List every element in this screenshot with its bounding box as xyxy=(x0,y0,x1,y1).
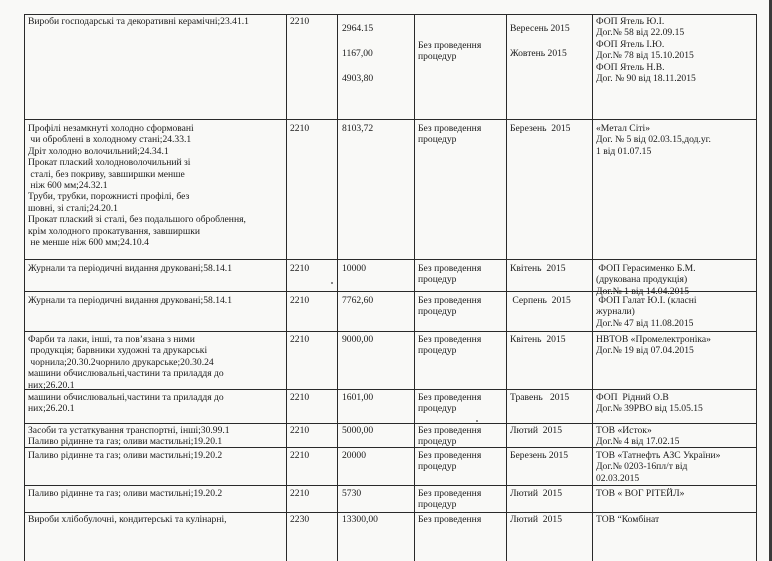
row-4-code: 2210 xyxy=(290,295,310,306)
row-9-code: 2210 xyxy=(290,488,310,499)
row-5-code: 2210 xyxy=(290,334,310,345)
scan-speck xyxy=(331,282,333,284)
row-divider xyxy=(24,14,756,15)
row-6-procedure: Без проведення процедур xyxy=(418,392,482,415)
row-1-code: 2210 xyxy=(290,16,310,27)
row-10-month: Лютий 2015 xyxy=(510,514,562,525)
row-2-supplier: «Метал Сіті» Дог. № 5 від 02.03.15,дод.уг. 1 від 01.07.15 xyxy=(596,123,711,157)
row-9-month: Лютий 2015 xyxy=(510,488,562,499)
scan-speck xyxy=(476,420,478,422)
row-3-procedure: Без проведення процедур xyxy=(418,263,482,286)
row-3-item: Журнали та періодичні видання друковані;58.14.1 xyxy=(28,263,233,274)
row-9-item: Паливо рідинне та газ; оливи мастильні;19.20.2 xyxy=(28,488,223,499)
row-divider xyxy=(24,512,756,513)
row-5-item: Фарби та лаки, інші, та пов’язана з ними продукція; барвники художні та друкарські чорнила;20.30.2чорнило друкарське;20.30.24 машини обчислювальні,частини та приладдя до них;26.20.1 xyxy=(28,334,224,391)
row-10-procedure: Без проведення xyxy=(418,514,482,525)
column-divider xyxy=(506,14,507,561)
row-5-sum: 9000,00 xyxy=(342,334,374,345)
row-8-month: Березень 2015 xyxy=(510,450,569,461)
row-1-procedure: Без проведення процедур xyxy=(418,40,482,63)
row-3-supplier: ФОП Герасименко Б.М. (друкована продукція) Дог.№ 1 від 14.04.2015 xyxy=(596,263,696,297)
row-divider xyxy=(24,485,756,486)
row-2-month: Березень 2015 xyxy=(510,123,571,134)
row-7-code: 2210 xyxy=(290,425,310,436)
row-8-sum: 20000 xyxy=(342,450,366,461)
row-divider xyxy=(24,259,756,260)
row-7-sum: 5000,00 xyxy=(342,425,374,436)
row-6-supplier: ФОП Рідний О.В Дог.№ 39РВО від 15.05.15 xyxy=(596,392,703,415)
row-divider xyxy=(24,119,756,120)
row-9-procedure: Без проведення процедур xyxy=(418,488,482,511)
table-border-left xyxy=(24,14,25,561)
row-7-procedure: Без проведення процедур xyxy=(418,425,482,448)
row-divider xyxy=(24,423,756,424)
column-divider xyxy=(592,14,593,561)
row-2-code: 2210 xyxy=(290,123,310,134)
row-1-supplier: ФОП Ятель Ю.І. Дог.№ 58 від 22.09.15 ФОП Ятель І.Ю. Дог.№ 78 від 15.10.2015 ФОП Ятель Н.В. Дог. № 90 від 18.11.2015 xyxy=(596,16,696,85)
row-10-sum: 13300,00 xyxy=(342,514,378,525)
row-9-sum: 5730 xyxy=(342,488,362,499)
row-7-supplier: ТОВ «Исток» Дог.№ 4 від 17.02.15 xyxy=(596,425,680,448)
row-1-item: Вироби господарські та декоративні керамічні;23.41.1 xyxy=(28,16,249,27)
row-7-month: Лютий 2015 xyxy=(510,425,562,436)
row-10-supplier: ТОВ “Комбінат xyxy=(596,514,660,525)
row-4-supplier: ФОП Галат Ю.І. (класні журнали) Дог.№ 47 від 11.08.2015 xyxy=(596,295,697,329)
row-4-month: Серпень 2015 xyxy=(510,295,571,306)
row-6-month: Травень 2015 xyxy=(510,392,570,403)
column-divider xyxy=(286,14,287,561)
row-5-supplier: НВТОВ «Промелектроніка» Дог.№ 19 від 07.04.2015 xyxy=(596,334,711,357)
row-8-supplier: ТОВ «Татнефть АЗС України» Дог.№ 0203-16пл/т від 02.03.2015 xyxy=(596,450,721,484)
row-5-procedure: Без проведення процедур xyxy=(418,334,482,357)
row-6-sum: 1601,00 xyxy=(342,392,374,403)
row-2-sum: 8103,72 xyxy=(342,123,374,134)
row-10-item: Вироби хлібобулочні, кондитерські та кулінарні, xyxy=(28,514,227,525)
row-3-code: 2210 xyxy=(290,263,310,274)
row-9-supplier: ТОВ « ВОГ РІТЕЙЛ» xyxy=(596,488,685,499)
row-6-code: 2210 xyxy=(290,392,310,403)
row-10-code: 2230 xyxy=(290,514,310,525)
row-8-code: 2210 xyxy=(290,450,310,461)
column-divider xyxy=(414,14,415,561)
row-3-month: Квітень 2015 xyxy=(510,263,566,274)
row-2-item: Профілі незамкнуті холодно сформовані чи оброблені в холодному стані;24.33.1 Дріт холодно волочильний;24.34.1 Прокат плаский холодноволочильний зі сталі, без покриву, завширшки менше ніж 600 мм;24.32.1 Труби, трубки, порожнисті профілі, без шовні, зі сталі;24.20.1 Прокат плаский зі сталі, без подальшого оброблення, крім холодного прокатування, завширшки не менше ніж 600 мм;24.10.4 xyxy=(28,123,246,249)
row-3-sum: 10000 xyxy=(342,263,366,274)
row-divider xyxy=(24,331,756,332)
row-8-procedure: Без проведення процедур xyxy=(418,450,482,473)
column-divider xyxy=(337,14,338,561)
row-6-item: машини обчислювальні,частини та приладдя до них;26.20.1 xyxy=(28,392,224,415)
row-7-item: Засоби та устаткування транспортні, інші;30.99.1 Паливо рідинне та газ; оливи мастильні;19.20.1 xyxy=(28,425,230,448)
row-2-procedure: Без проведення процедур xyxy=(418,123,482,146)
row-1-sum: 2964.15 1167,00 4903,80 xyxy=(342,23,374,84)
row-5-month: Квітень 2015 xyxy=(510,334,566,345)
row-8-item: Паливо рідинне та газ; оливи мастильні;19.20.2 xyxy=(28,450,223,461)
row-4-sum: 7762,60 xyxy=(342,295,374,306)
row-4-procedure: Без проведення процедур xyxy=(418,295,482,318)
row-4-item: Журнали та періодичні видання друковані;58.14.1 xyxy=(28,295,233,306)
row-1-month: Вересень 2015 Жовтень 2015 xyxy=(510,23,570,59)
table-border-right xyxy=(756,14,757,561)
